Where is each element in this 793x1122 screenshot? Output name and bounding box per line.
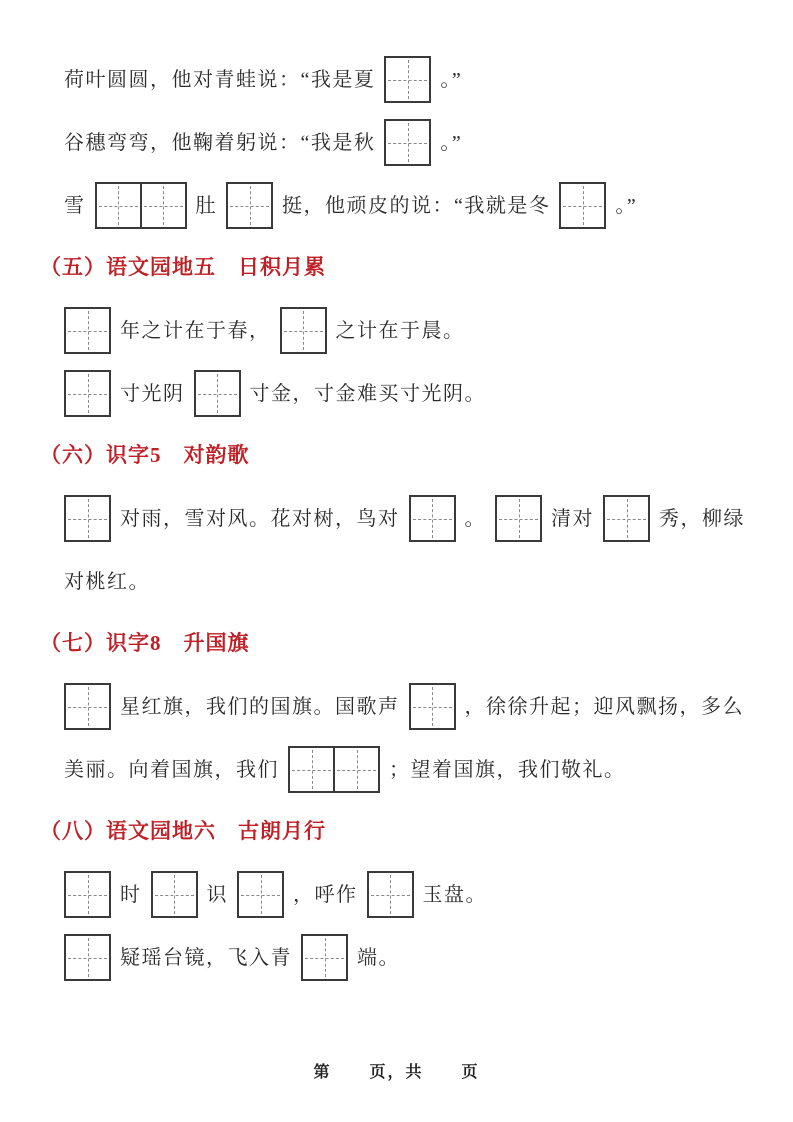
text-run: 肚 <box>195 194 217 217</box>
answer-box-cell <box>282 309 325 352</box>
answer-box <box>64 934 111 981</box>
answer-box-cell <box>239 873 282 916</box>
answer-box-cell <box>411 685 454 728</box>
text-run: 。” <box>440 131 463 154</box>
answer-box-cell <box>411 497 454 540</box>
answer-box-cell <box>66 497 109 540</box>
worksheet-line <box>64 871 767 918</box>
worksheet-line <box>64 746 767 793</box>
answer-box-cell <box>66 873 109 916</box>
answer-box-cell <box>561 184 604 227</box>
text-run: 。” <box>615 194 638 217</box>
text-run: 端。 <box>357 946 400 969</box>
answer-box <box>288 746 380 793</box>
text-run: 识 <box>206 883 228 906</box>
answer-box <box>64 307 111 354</box>
worksheet-line <box>64 558 767 605</box>
worksheet-line <box>64 370 767 417</box>
text-run: 对桃红。 <box>64 570 150 593</box>
answer-box <box>409 683 456 730</box>
answer-box <box>226 182 273 229</box>
text-run: 星红旗，我们的国旗。国歌声 <box>120 695 400 718</box>
text-run: 清对 <box>551 507 594 530</box>
answer-box-cell <box>386 121 429 164</box>
answer-box <box>151 871 198 918</box>
footer-total-pages-blank <box>430 1070 456 1071</box>
section-header: （七）识字8 升国旗 <box>40 631 250 655</box>
answer-box <box>194 370 241 417</box>
worksheet-line <box>64 683 767 730</box>
answer-box <box>603 495 650 542</box>
worksheet-line <box>64 934 767 981</box>
answer-box <box>384 56 431 103</box>
text-run: 谷穗弯弯，他鞠着躬说：“我是秋 <box>64 131 376 154</box>
answer-box <box>301 934 348 981</box>
answer-box-cell <box>605 497 648 540</box>
answer-box-cell <box>290 748 333 791</box>
footer-text-middle: 页，共 <box>369 1064 424 1081</box>
answer-box <box>64 495 111 542</box>
worksheet-content <box>40 56 767 997</box>
text-run: 。 <box>464 507 486 530</box>
page-footer <box>0 1059 793 1100</box>
answer-box <box>280 307 327 354</box>
answer-box <box>495 495 542 542</box>
section-header: （五）语文园地五 日积月累 <box>40 255 326 279</box>
text-run: 。” <box>440 68 463 91</box>
answer-box-cell <box>196 372 239 415</box>
worksheet-line <box>64 495 767 542</box>
text-run: 寸金，寸金难买寸光阴。 <box>249 382 486 405</box>
worksheet-line <box>64 56 767 103</box>
worksheet-line <box>64 119 767 166</box>
answer-box <box>409 495 456 542</box>
text-run: 挺，他顽皮的说：“我就是冬 <box>282 194 551 217</box>
footer-text-prefix: 第 <box>313 1064 332 1081</box>
footer-page-number-blank <box>337 1070 363 1071</box>
answer-box <box>95 182 187 229</box>
text-run: 之计在于晨。 <box>335 319 465 342</box>
answer-box-cell <box>97 184 140 227</box>
answer-box <box>384 119 431 166</box>
answer-box-cell <box>153 873 196 916</box>
answer-box <box>367 871 414 918</box>
text-run: ，徐徐升起；迎风飘扬，多么 <box>464 695 744 718</box>
answer-box-cell <box>386 58 429 101</box>
section-header: （六）识字5 对韵歌 <box>40 443 250 467</box>
answer-box-cell <box>303 936 346 979</box>
text-run: 秀，柳绿 <box>659 507 745 530</box>
worksheet-line <box>64 307 767 354</box>
answer-box-cell <box>228 184 271 227</box>
answer-box-cell <box>140 184 185 227</box>
answer-box-cell <box>66 372 109 415</box>
text-run: 对雨，雪对风。花对树，鸟对 <box>120 507 400 530</box>
answer-box-cell <box>66 309 109 352</box>
text-run: 荷叶圆圆，他对青蛙说：“我是夏 <box>64 68 376 91</box>
text-run: 玉盘。 <box>422 883 487 906</box>
answer-box <box>64 871 111 918</box>
answer-box <box>64 683 111 730</box>
answer-box-cell <box>333 748 378 791</box>
answer-box-cell <box>66 936 109 979</box>
text-run: ；望着国旗，我们敬礼。 <box>389 758 626 781</box>
section-header: （八）语文园地六 古朗月行 <box>40 819 326 843</box>
text-run: 雪 <box>64 194 86 217</box>
text-run: 寸光阴 <box>120 382 185 405</box>
answer-box <box>237 871 284 918</box>
text-run: 美丽。向着国旗，我们 <box>64 758 279 781</box>
text-run: 年之计在于春， <box>120 319 271 342</box>
answer-box-cell <box>369 873 412 916</box>
answer-box-cell <box>497 497 540 540</box>
worksheet-line <box>64 182 767 229</box>
answer-box <box>64 370 111 417</box>
text-run: 疑瑶台镜，飞入青 <box>120 946 292 969</box>
answer-box-cell <box>66 685 109 728</box>
answer-box <box>559 182 606 229</box>
footer-text-suffix: 页 <box>461 1064 480 1081</box>
text-run: ，呼作 <box>293 883 358 906</box>
text-run: 时 <box>120 883 142 906</box>
